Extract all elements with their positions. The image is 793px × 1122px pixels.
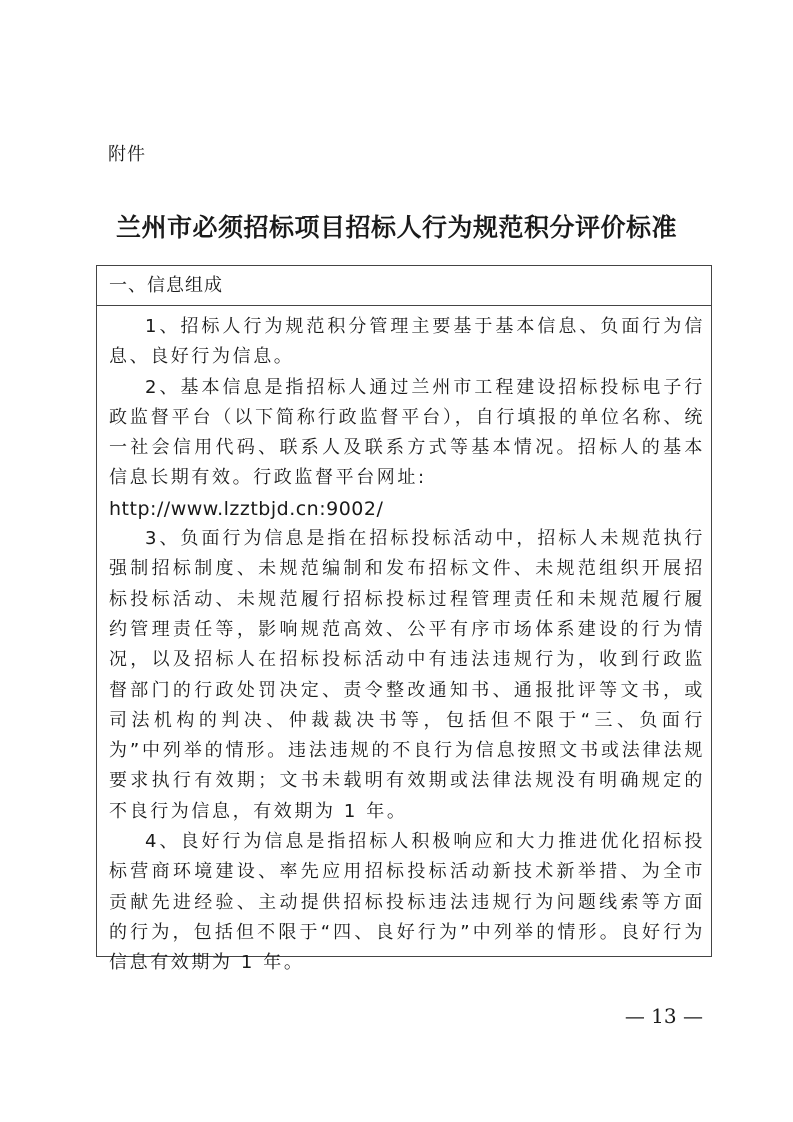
page-number: — 13 — [624, 1004, 703, 1028]
attachment-label: 附件 [108, 144, 146, 165]
paragraph-3: 3、负面行为信息是指在招标投标活动中，招标人未规范执行强制招标制度、未规范编制和发布招标文件、未规范组织开展招标投标活动、未规范履行招标投标过程管理责任和未规范履行履约管理责任等，影响规范高效、公平有序市场体系建设的行为情况，以及招标人在招标投标活动中有违法违规行为，收到行政监督部门的行政处罚决定、责令整改通知书、通报批评等文书，或司法机构的判决、仲裁裁决书等，包括但不限于“三、负面行为”中列举的情形。违法违规的不良行为信息按照文书或法律法规要求执行有效期；文书未载明有效期或法律法规没有明确规定的不良行为信息，有效期为 1 年。 [109, 528, 705, 822]
info-table [96, 265, 712, 974]
paragraph-4: 4、良好行为信息是指招标人积极响应和大力推进优化招标投标营商环境建设、率先应用招标投标活动新技术新举措、为全市贡献先进经验、主动提供招标投标违法违规行为问题线索等方面的行为，包括但不限于“四、良好行为”中列举的情形。良好行为信息有效期为 1 年。 [109, 831, 705, 974]
section-heading: 一、信息组成 [97, 266, 711, 306]
paragraph-2: 2、基本信息是指招标人通过兰州市工程建设招标投标电子行政监督平台（以下简称行政监督平台），自行填报的单位名称、统一社会信用代码、联系人及联系方式等基本情况。招标人的基本信息长期有效。行政监督平台网址: [109, 376, 705, 489]
platform-url-link[interactable]: http://www.lzztbjd.cn:9002/ [109, 497, 384, 520]
document-title: 兰州市必须招标项目招标人行为规范积分评价标准 [115, 213, 677, 242]
paragraph-1: 1、招标人行为规范积分管理主要基于基本信息、负面行为信息、良好行为信息。 [109, 316, 705, 368]
section-body [97, 306, 711, 979]
